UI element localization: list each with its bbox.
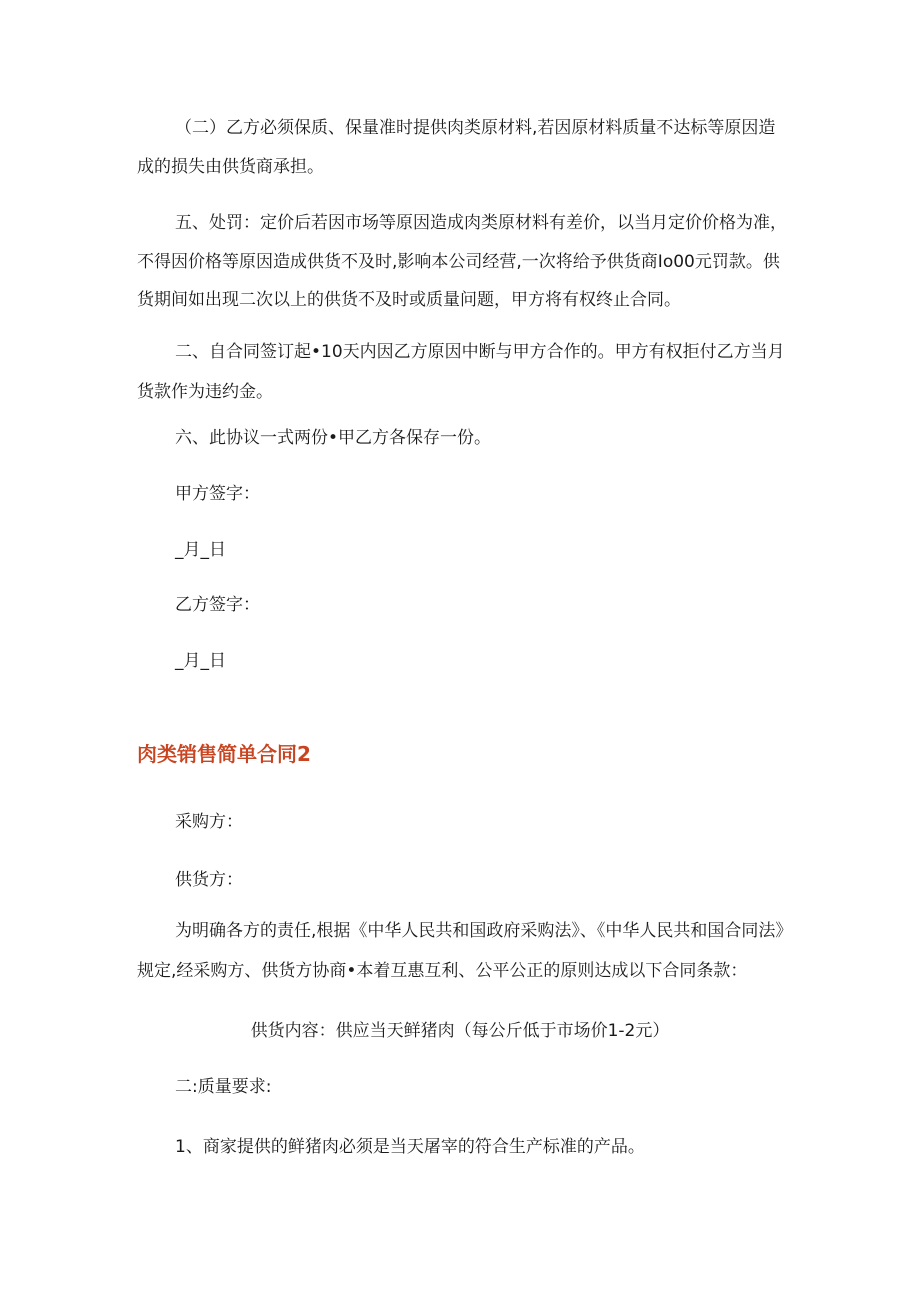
clause-six: 六、此协议一式两份•甲乙方各保存一份。 — [175, 428, 492, 448]
quality-heading: 二:质量要求: — [175, 1077, 272, 1097]
supply-content: 供货内容：供应当天鲜猪肉（每公斤低于市场价1-2元） — [250, 1021, 670, 1041]
section-title: 肉类销售简单合同2 — [137, 742, 311, 766]
party-b-signature-label: 乙方签字： — [175, 595, 260, 615]
party-b-date: _月_日 — [175, 651, 226, 671]
penalty-line-2: 不得因价格等原因造成供货不及时,影响本公司经营,一次将给予供货商Io00元罚款。供 — [137, 252, 780, 272]
clause-b-line-1: （二）乙方必须保质、保量准时提供肉类原材料,若因原材料质量不达标等原因造 — [175, 118, 776, 138]
clause-two-line-1: 二、自合同签订起•10天内因乙方原因中断与甲方合作的。甲方有权拒付乙方当月 — [175, 342, 785, 362]
clause-two-line-2: 货款作为违约金。 — [137, 382, 273, 402]
party-a-date: _月_日 — [175, 540, 226, 560]
buyer-label: 采购方： — [175, 812, 243, 832]
intro-line-2: 规定,经采购方、供货方协商•本着互惠互利、公平公正的原则达成以下合同条款： — [137, 961, 748, 981]
intro-line-1: 为明确各方的责任,根据《中华人民共和国政府采购法》、《中华人民共和国合同法》 — [175, 921, 793, 941]
quality-item-1: 1、商家提供的鲜猪肉必须是当天屠宰的符合生产标准的产品。 — [175, 1137, 645, 1157]
party-a-signature-label: 甲方签字： — [175, 484, 260, 504]
supplier-label: 供货方： — [175, 870, 243, 890]
clause-b-line-2: 成的损失由供货商承担。 — [137, 157, 324, 177]
penalty-line-1: 五、处罚：定价后若因市场等原因造成肉类原材料有差价，以当月定价价格为准， — [175, 213, 787, 233]
penalty-line-3: 货期间如出现二次以上的供货不及时或质量问题，甲方将有权终止合同。 — [137, 290, 681, 310]
